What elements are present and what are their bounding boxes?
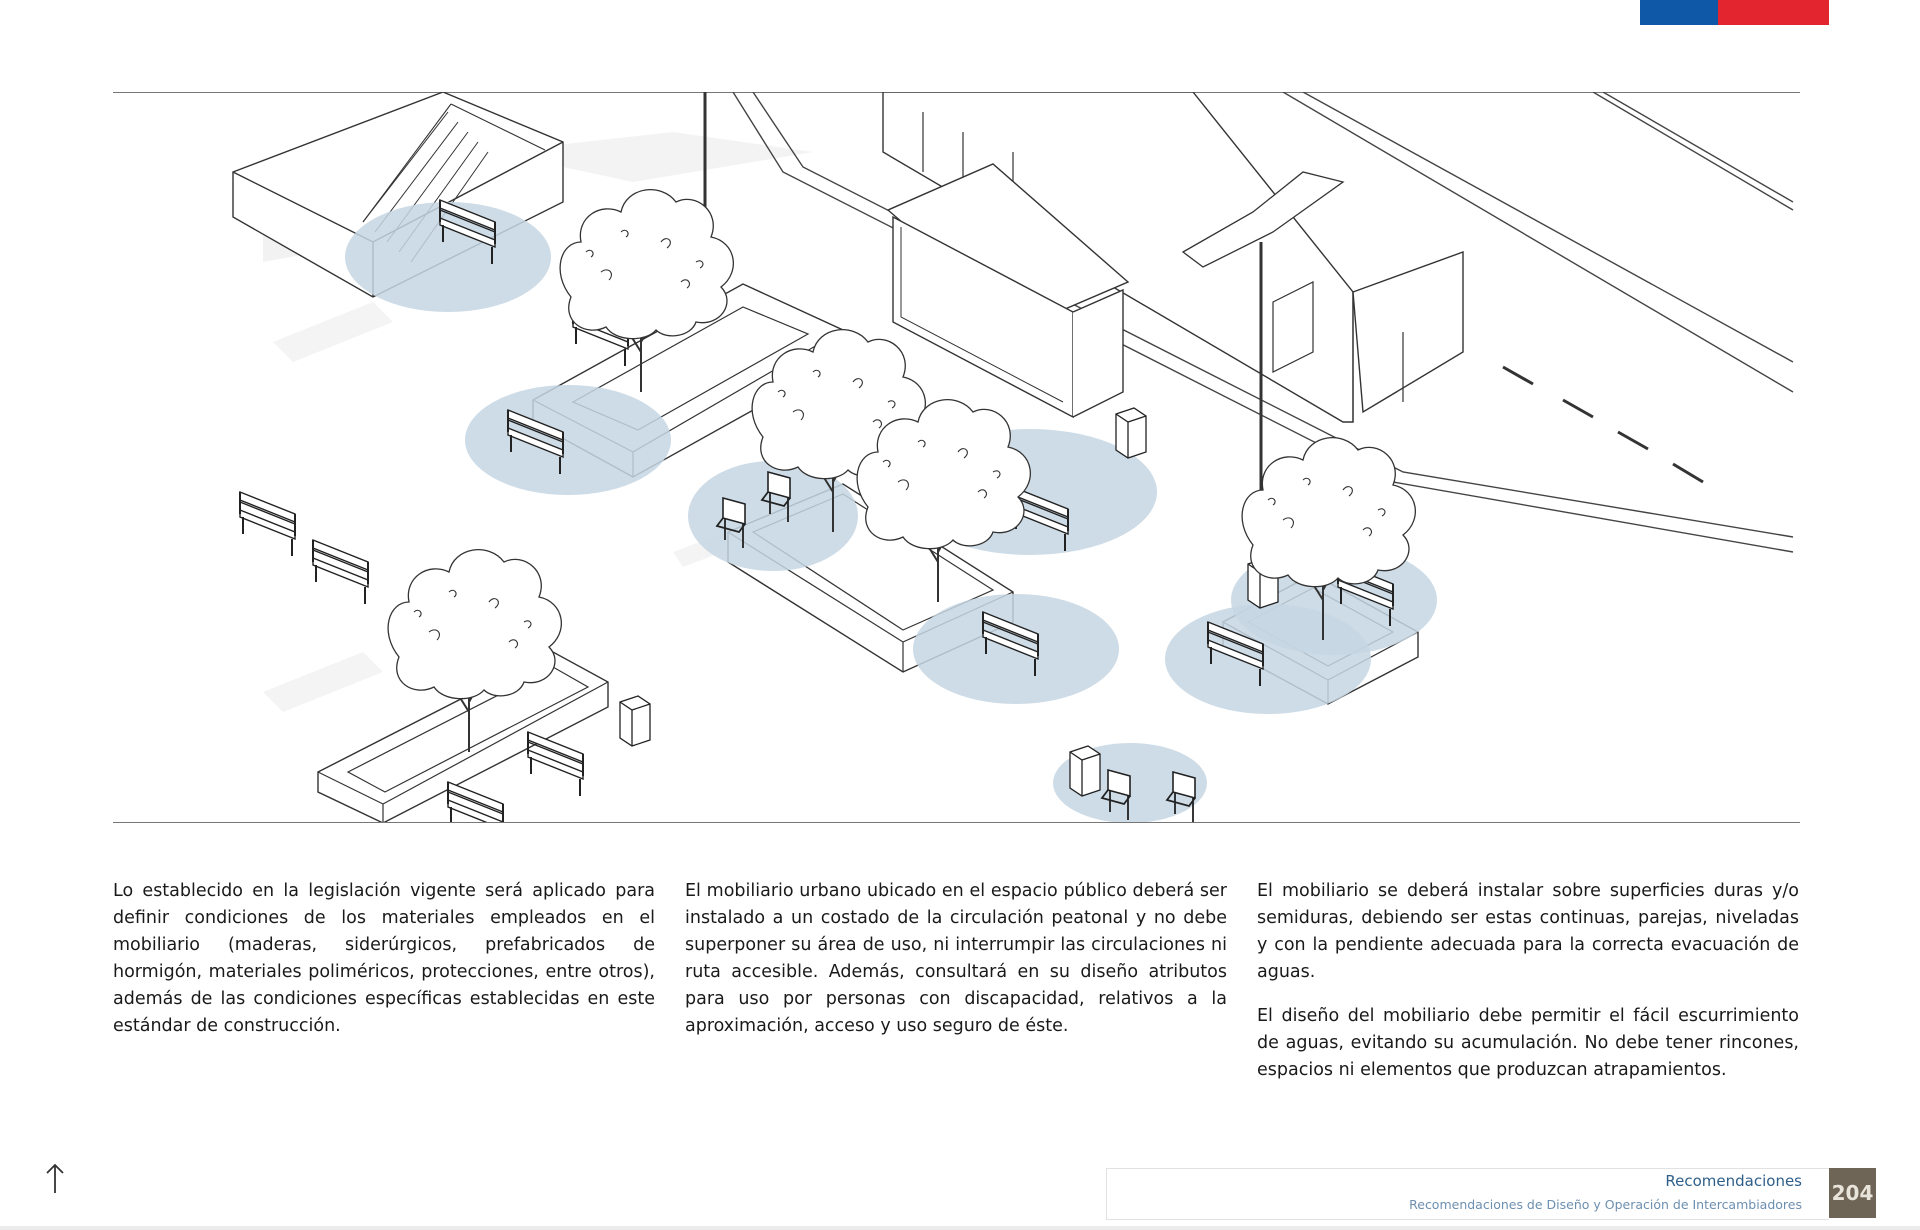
paragraph: Lo establecido en la legislación vigente será aplicado para definir condiciones de los materiales empleados en el mobiliario (maderas, siderúrgicos, prefabricados de hormigón, materiales poliméricos, protecciones, entre otros), además de las condiciones específicas establecidas en este estándar de construcción.	[113, 881, 655, 1036]
page-number: 204	[1829, 1168, 1876, 1218]
text-columns	[113, 878, 1800, 1101]
text-column-3	[1257, 878, 1799, 1101]
flag-red-block	[1718, 0, 1829, 25]
illustration-bottom-rule	[113, 822, 1800, 823]
flag-blue-block	[1640, 0, 1718, 25]
footer-subtitle[interactable]: Recomendaciones de Diseño y Operación de Intercambiadores	[1409, 1197, 1802, 1212]
paragraph: El mobiliario urbano ubicado en el espacio público deberá ser instalado a un costado de la circulación peatonal y no debe superponer su área de uso, ni interrumpir las circulaciones ni ruta accesible. Además, consultará en su diseño atributos para uso por personas con discapacidad, relativos a la aproximación, acceso y uso seguro de éste.	[685, 881, 1227, 1036]
chile-flag-strip	[1640, 0, 1829, 25]
text-column-2	[685, 878, 1227, 1101]
text-column-1	[113, 878, 655, 1101]
page-bottom-shade	[0, 1226, 1920, 1230]
paragraph: El diseño del mobiliario debe permitir el fácil escurrimiento de aguas, evitando su acumulación. No debe tener rincones, espacios ni elementos que produzcan atrapamientos.	[1257, 1006, 1799, 1080]
paragraph: El mobiliario se deberá instalar sobre superficies duras y/o semiduras, debiendo ser estas continuas, parejas, niveladas y con la pendiente adecuada para la correcta evacuación de aguas.	[1257, 881, 1799, 982]
footer-section-title[interactable]: Recomendaciones	[1665, 1172, 1802, 1190]
arrow-up-icon[interactable]	[44, 1163, 66, 1195]
urban-furniture-illustration	[113, 92, 1800, 823]
